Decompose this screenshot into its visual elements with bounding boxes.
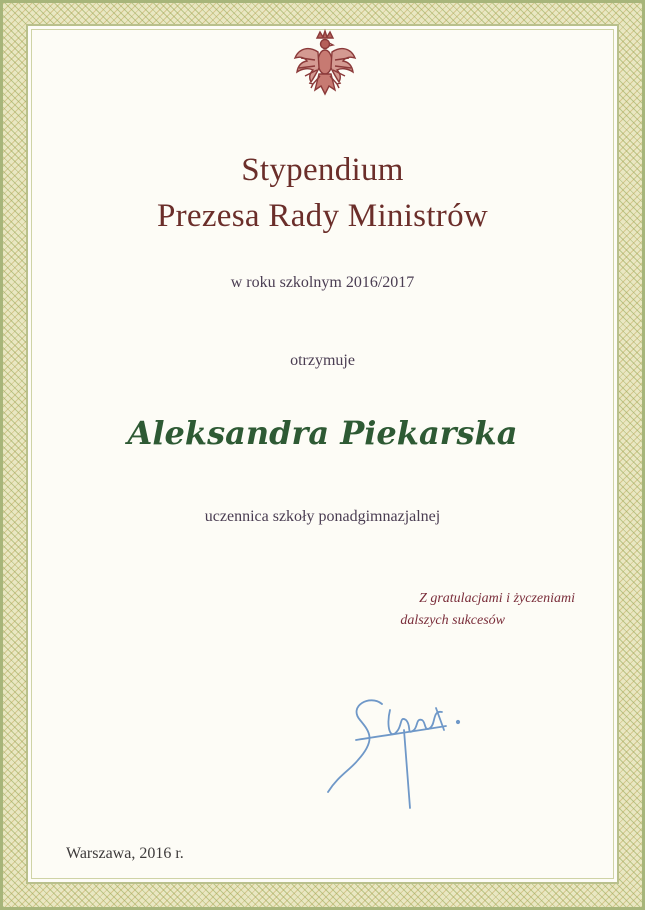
- congratulations-line1: Z gratulacjami i życzeniami: [419, 591, 575, 606]
- white-eagle-emblem-icon: [291, 28, 359, 100]
- recipient-role: uczennica szkoły ponadgimnazjalnej: [204, 508, 441, 525]
- recipient-name: Aleksandra Piekarska: [127, 414, 518, 452]
- school-year-text: w roku szkolnym 2016/2017: [230, 274, 415, 291]
- certificate-title-line2: Prezesa Rady Ministrów: [156, 198, 489, 234]
- place-and-date: Warszawa, 2016 r.: [66, 845, 184, 862]
- congratulations-line2: dalszych sukcesów: [400, 613, 505, 628]
- receives-text: otrzymuje: [290, 352, 355, 369]
- certificate-title-line1: Stypendium: [241, 152, 404, 188]
- handwritten-signature-icon: [320, 680, 480, 820]
